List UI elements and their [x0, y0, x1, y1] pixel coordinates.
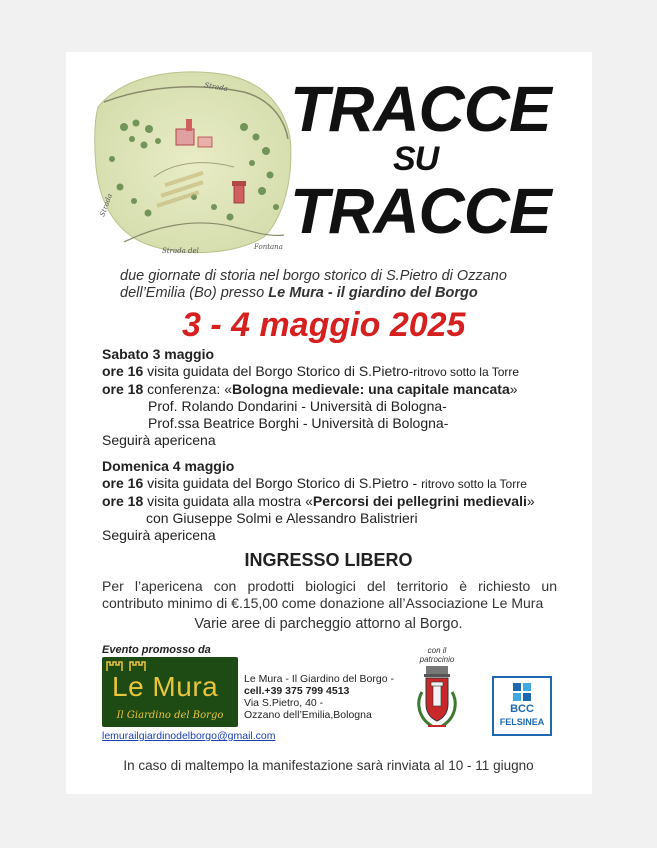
saturday-closing: Seguirà apericena — [102, 432, 216, 448]
sunday-time-1: ore 16 — [102, 475, 144, 491]
contact-phone: cell.+39 375 799 4513 — [244, 685, 350, 697]
subtitle-line-2 — [120, 285, 560, 302]
free-entry: INGRESSO LIBERO — [244, 550, 413, 570]
promoter-label: Evento promosso da — [102, 644, 211, 656]
bank-line-2: FELSINEA — [499, 717, 545, 727]
svg-text:Strada: Strada — [98, 192, 115, 218]
bcc-felsinea-logo — [492, 676, 552, 736]
title-line-2: SU — [393, 140, 439, 178]
speaker-1: Prof. Rolando Dondarini - Università di Bologna- — [148, 398, 447, 414]
saturday-time-2: ore 18 — [102, 381, 144, 397]
sunday-closing: Seguirà apericena — [102, 527, 216, 543]
sunday-heading: Domenica 4 maggio — [102, 458, 235, 474]
sunday-item-1 — [102, 475, 535, 493]
bad-weather-note: In caso di maltempo la manifestazione sarà rinviata al 10 - 11 giugno — [123, 758, 534, 773]
apericena-note-line-2: contributo minimo di €.15,00 come donazione all’Associazione Le Mura — [102, 595, 544, 611]
saturday-meeting-point: ritrovo sotto la Torre — [413, 365, 520, 379]
saturday-heading: Sabato 3 maggio — [102, 346, 215, 362]
municipal-crest-icon — [410, 664, 464, 734]
subtitle — [120, 268, 560, 302]
saturday-text-1: visita guidata del Borgo Storico di S.Pietro- — [143, 363, 414, 379]
parking-note: Varie aree di parcheggio attorno al Borgo. — [194, 616, 463, 632]
speaker-2: Prof.ssa Beatrice Borghi - Università di Bologna- — [148, 415, 449, 431]
sunday-guides: con Giuseppe Solmi e Alessandro Balistrieri — [146, 510, 418, 526]
subtitle-venue: Le Mura - il giardino del Borgo — [268, 285, 478, 301]
svg-text:Fontana: Fontana — [254, 243, 283, 251]
patronage-line-2: patrocinio — [419, 655, 455, 664]
bank-line-1: BCC — [510, 703, 534, 715]
sunday-program — [102, 458, 535, 544]
svg-text:Strada del: Strada del — [162, 247, 199, 255]
sunday-text-1: visita guidata del Borgo Storico di S.Pietro - — [143, 475, 422, 491]
exhibition-title: Percorsi dei pellegrini medievali — [312, 493, 527, 509]
saturday-item-2 — [102, 381, 519, 398]
title-line-3: TRACCE — [290, 175, 551, 247]
sunday-time-2: ore 18 — [102, 493, 144, 509]
saturday-time-1: ore 16 — [102, 363, 144, 379]
sunday-meeting-point: ritrovo sotto la Torre — [421, 477, 527, 491]
saturday-program — [102, 346, 519, 449]
event-dates: 3 - 4 maggio 2025 — [182, 306, 466, 344]
logo-name: Le Mura — [112, 671, 219, 702]
title-line-1: TRACCE — [290, 73, 551, 145]
sunday-quote-close: » — [526, 493, 535, 509]
saturday-quote-close: » — [509, 381, 518, 397]
sunday-text-2: visita guidata alla mostra « — [143, 493, 313, 509]
conference-title: Bologna medievale: una capitale mancata — [231, 381, 510, 397]
saturday-text-2: conferenza: « — [143, 381, 232, 397]
contact-address-1: Via S.Pietro, 40 - — [244, 697, 324, 709]
contact-address-2: Ozzano dell’Emilia,Bologna — [244, 709, 372, 721]
bank-mark-icon — [513, 683, 531, 701]
sunday-item-2 — [102, 493, 535, 510]
contact-name: Le Mura - Il Giardino del Borgo - — [244, 673, 394, 685]
subtitle-line-1: due giornate di storia nel borgo storico di S.Pietro di Ozzano — [120, 268, 507, 284]
le-mura-logo — [102, 657, 238, 727]
contact-email-link[interactable]: lemurailgiardinodelborgo@gmail.com — [102, 730, 276, 742]
saturday-item-1 — [102, 363, 519, 381]
promoter-contact — [244, 673, 394, 721]
patronage-line-1: con il — [427, 646, 447, 655]
subtitle-prefix: dell’Emilia (Bo) presso — [120, 285, 269, 301]
logo-subtitle: Il Giardino del Borgo — [116, 710, 224, 721]
apericena-note-line-1: Per l’apericena con prodotti biologici del territorio è richiesto un — [102, 578, 557, 594]
patronage-label — [412, 646, 462, 664]
historic-map-illustration — [94, 67, 292, 257]
svg-text:Strada: Strada — [203, 81, 229, 94]
